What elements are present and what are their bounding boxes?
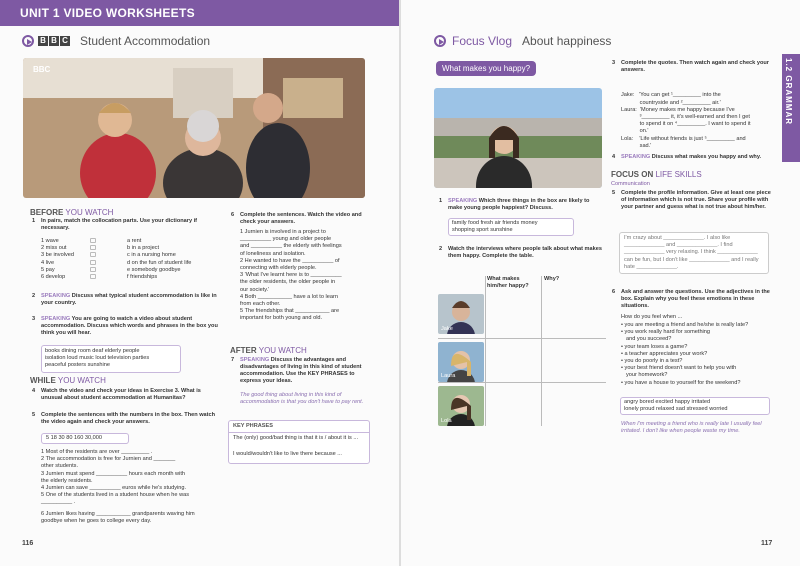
while-heading: WHILE YOU WATCH xyxy=(30,376,106,385)
bbc-logo: B B C xyxy=(38,36,70,46)
exercise-3: 3 Complete the quotes. Then watch again and check your answers. xyxy=(612,60,769,73)
unit-title: UNIT 1 VIDEO WORKSHEETS xyxy=(20,6,195,20)
collocation-col-b: a rent b in a project c in a nursing home d on the fun of student life e somebody goodbye f friendships xyxy=(127,238,192,281)
exercise-1: 1 In pairs, match the collocation parts. Use your dictionary if necessary. xyxy=(32,218,198,231)
answer-boxes[interactable] xyxy=(90,238,96,281)
exercise-7: 7 SPEAKING Discuss the advantages and disadvantages of living in this kind of student accommodation. Use the KEY PHRASES to express your ideas. xyxy=(231,357,362,384)
before-heading: BEFORE YOU WATCH xyxy=(30,208,114,217)
name-label: Laura xyxy=(441,373,456,379)
collocation-col-a: 1 wave 2 miss out 3 be involved 4 live 5 pay 6 develop xyxy=(41,238,74,281)
exercise-6-sentences: 1 Jurnien is involved in a project to __________ young and older people and __________ the elderly with feelings of loneliness and isolation. 2 He wanted to have the __________ of connecting with elderly people. 3 'What I've learnt here is to __________ the older residents, the older people in our society.' 4 Both ___________ have a lot to learn from each other. 5 The friendships that ___________ are important for both young and old. xyxy=(240,229,342,322)
play-icon xyxy=(22,35,34,47)
unit-header xyxy=(0,0,399,26)
question-bubble: What makes you happy? xyxy=(436,61,536,76)
play-icon xyxy=(434,35,446,47)
exercise-2: 2 Watch the interviews where people talk about what makes them happy. Complete the table. xyxy=(439,246,602,259)
exercise-5-sentences: 1 Most of the residents are over _________ . 2 The accommodation is free for Jurnien and _______ other students. 3 Jurnien must spend __________ hours each month with the elderly residents. 4 Jurnien can save __________ euros while he's studying. 5 One of the students lived in a student house when he was __________ . 6 Jurnien likes having ___________ grandparents waving him goodbye when he goes to college every day. xyxy=(41,449,195,524)
table-line xyxy=(485,276,486,426)
key-phrases-box: KEY PHRASES The (only) good/bad thing is that it is / about it is ... I would/wouldn't like to live there because ... xyxy=(228,420,370,464)
situations-list: • you are meeting a friend and he/she is really late? • you work really hard for something and you succeed? • your team loses a game? • a teacher appreciates your work? • you do poorly in a test? • your best friend doesn't want to help you with your homework? • you have a house to yourself for the weekend? xyxy=(621,322,749,386)
vlog-still-photo xyxy=(434,88,602,188)
exercise-1: 1 SPEAKING Which three things in the box are likely to make young people happiest? Discuss. xyxy=(439,198,590,211)
right-page xyxy=(401,0,800,566)
exercise-6: 6 Ask and answer the questions. Use the adjectives in the box. Explain why you feel these emotions in these situations. xyxy=(612,289,770,309)
exercise-4: 4 Watch the video and check your ideas in Exercise 3. What is unusual about student accommodation at Humanitas? xyxy=(32,388,201,401)
exercise-6: 6 Complete the sentences. Watch the video and check your answers. xyxy=(231,212,362,225)
numbers-box: 5 18 30 80 160 30,000 xyxy=(41,433,129,444)
svg-text:BBC: BBC xyxy=(33,65,51,74)
adjectives-box: angry bored excited happy irritated lonely proud relaxed sad stressed worried xyxy=(620,397,770,415)
profile-box[interactable]: I'm crazy about _____________. I also like _____________ and _____________. I find _____________ very relaxing. I think _____________ can be fun, but I don't like _____________ and I really hate _____________. xyxy=(619,232,769,274)
video-title: Student Accommodation xyxy=(80,34,211,48)
table-line xyxy=(438,338,606,339)
video-title-row xyxy=(22,34,210,48)
exercise-4: 4 SPEAKING Discuss what makes you happy and why. xyxy=(612,154,762,160)
things-box: family food fresh air friends money shopping sport sunshine xyxy=(448,218,574,236)
focus-heading: FOCUS ON LIFE SKILLS xyxy=(611,170,702,179)
focus-sub: Communication xyxy=(611,181,650,187)
page-number: 116 xyxy=(22,540,34,547)
video-still-photo xyxy=(23,58,365,198)
grammar-tab[interactable]: 1.2 GRAMMAR xyxy=(782,54,800,162)
words-box: books dining room deaf elderly people isolation loud music loud television parties peaceful posters sunshine xyxy=(41,345,181,373)
exercise-5: 5 Complete the sentences with the numbers in the box. Then watch the video again and check your answers. xyxy=(32,412,216,425)
exercise-7-example: The good thing about living in this kind of accommodation is that you don't have to pay rent. xyxy=(240,392,364,406)
table-line xyxy=(541,276,542,426)
table-line xyxy=(438,382,606,383)
exercise-6-lead: How do you feel when ... xyxy=(621,314,683,320)
after-heading: AFTER YOU WATCH xyxy=(230,346,307,355)
vlog-title-row: Focus Vlog About happiness xyxy=(434,34,611,48)
table-header-what: What makes him/her happy? xyxy=(487,276,529,289)
name-label: Jake xyxy=(441,326,453,332)
page-number: 117 xyxy=(761,540,773,547)
exercise-6-example: When I'm meeting a friend who is really late I usually feel irritated. I don't like when people waste my time. xyxy=(621,421,762,435)
exercise-5: 5 Complete the profile information. Give at least one piece of information which is not true. Share your profile with your partner and guess what is not true about him/her. xyxy=(612,190,771,210)
table-header-why: Why? xyxy=(544,276,560,282)
name-label: Lola xyxy=(441,418,452,424)
exercise-3: 3 SPEAKING You are going to watch a video about student accommodation. Discuss which words and phrases in the box you think you will hear. xyxy=(32,316,218,336)
quotes: Jake: 'You can get ¹_________ into the countryside and ²_________ air.' Laura: 'Money makes me happy because I've ³_________ it, it's well-earned and then I get to spend it on ⁴_________. I want to spend it on.' Lola: 'Life without friends is just ⁵_________ and sad.' xyxy=(621,92,751,149)
left-page xyxy=(0,0,399,566)
exercise-2: 2 SPEAKING Discuss what typical student accommodation is like in your country. xyxy=(32,293,217,306)
